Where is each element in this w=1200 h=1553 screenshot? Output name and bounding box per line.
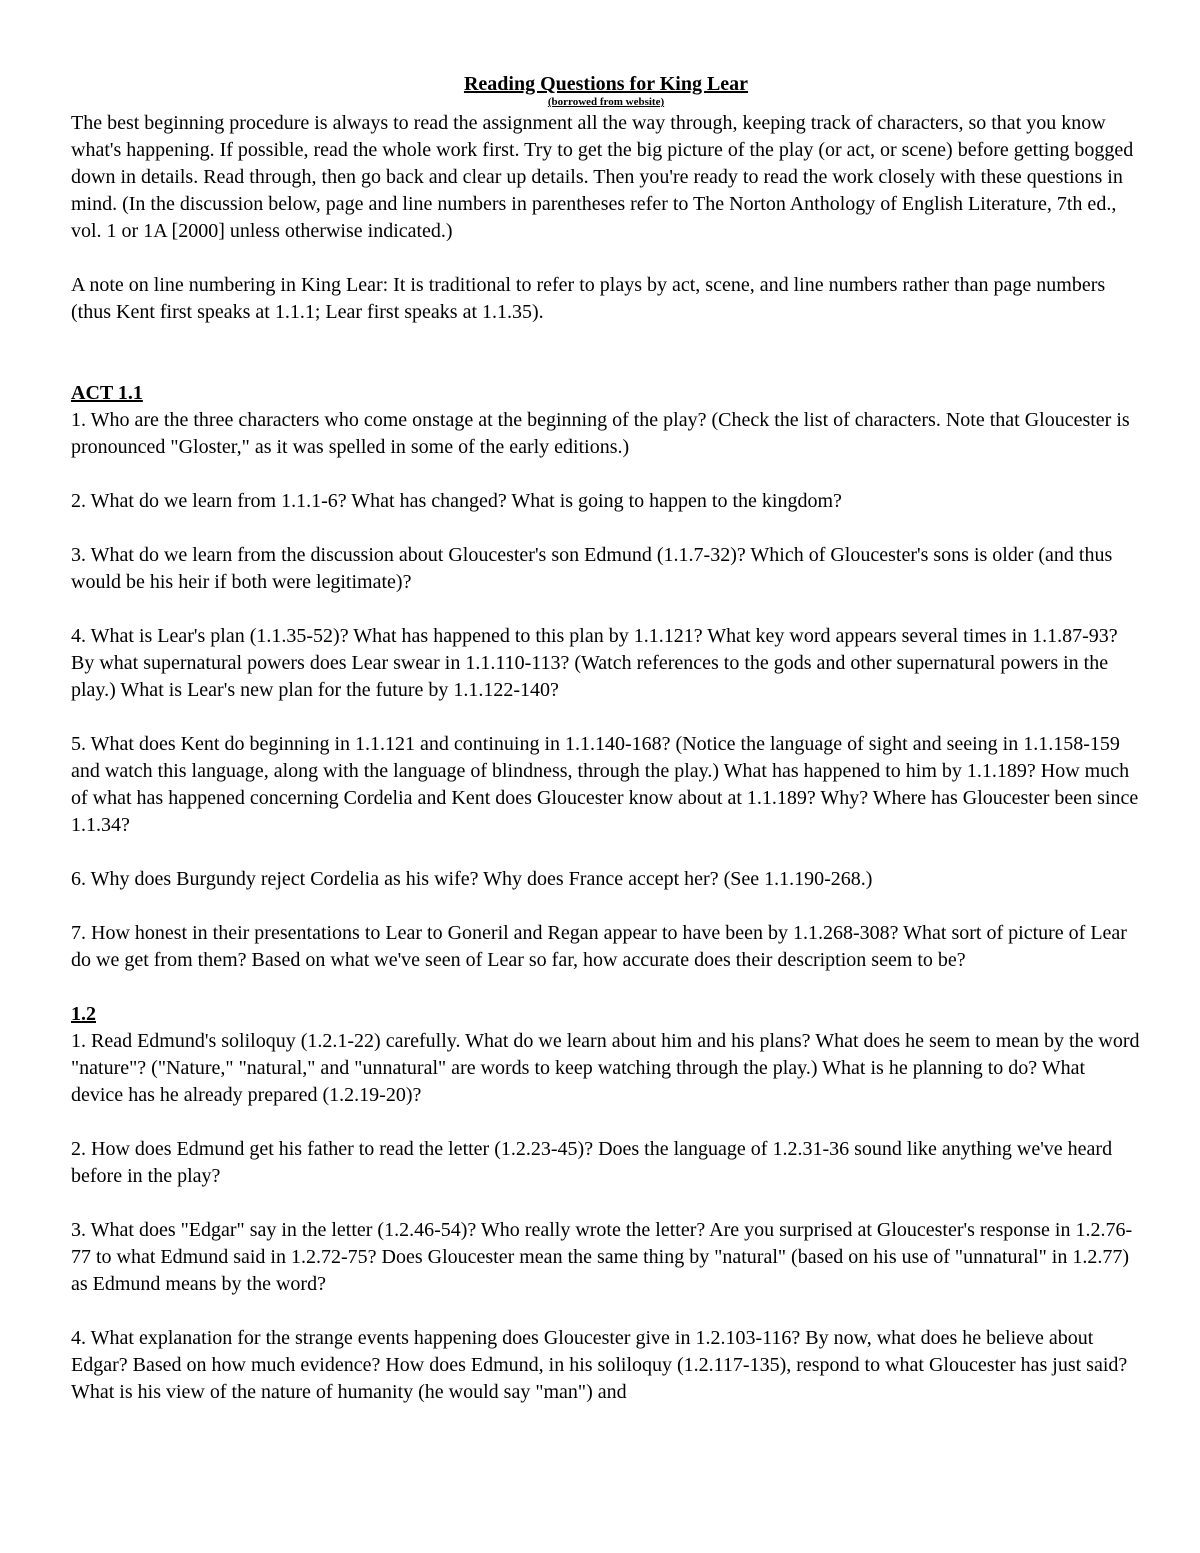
document-title: Reading Questions for King Lear [463, 73, 749, 95]
question-item: 2. How does Edmund get his father to read the letter (1.2.23-45)? Does the language of 1.2.31-36 sound like anything we've heard before in the play? [71, 1138, 1113, 1187]
line-numbering-note: A note on line numbering in King Lear: It is traditional to refer to plays by act, scene, and line numbers rather than page numbers (thus Kent first speaks at 1.1.1; Lear first speaks at 1.1.35). [71, 274, 1106, 323]
question-item: 6. Why does Burgundy reject Cordelia as his wife? Why does France accept her? (See 1.1.190-268.) [71, 868, 873, 890]
question-item: 1. Who are the three characters who come onstage at the beginning of the play? (Check the list of characters. Note that Gloucester is pronounced "Gloster," as it was spelled in some of the early editions.) [71, 409, 1130, 458]
question-item: 3. What do we learn from the discussion about Gloucester's son Edmund (1.1.7-32)? Which of Gloucester's sons is older (and thus would be his heir if both were legitimate)? [71, 544, 1113, 593]
question-item: 4. What is Lear's plan (1.1.35-52)? What has happened to this plan by 1.1.121? What key word appears several times in 1.1.87-93? By what supernatural powers does Lear swear in 1.1.110-113? (Watch references to the gods and other supernatural powers in the play.) What is Lear's new plan for the future by 1.1.122-140? [71, 625, 1118, 701]
section-heading: 1.2 [71, 1003, 96, 1025]
section-heading: ACT 1.1 [71, 382, 143, 404]
question-item: 4. What explanation for the strange events happening does Gloucester give in 1.2.103-116? By now, what does he believe about Edgar? Based on how much evidence? How does Edmund, in his soliloquy (1.2.117-135), respond to what Gloucester has just said? What is his view of the nature of humanity (he would say "man") and [71, 1327, 1128, 1403]
question-item: 3. What does "Edgar" say in the letter (1.2.46-54)? Who really wrote the letter? Are you surprised at Gloucester's response in 1.2.76-77 to what Edmund said in 1.2.72-75? Does Gloucester mean the same thing by "natural" (based on his use of "unnatural" in 1.2.77) as Edmund means by the word? [71, 1219, 1133, 1295]
question-item: 5. What does Kent do beginning in 1.1.121 and continuing in 1.1.140-168? (Notice the language of sight and seeing in 1.1.158-159 and watch this language, along with the language of blindness, through the play.) What has happened to him by 1.1.189? How much of what has happened concerning Cordelia and Kent does Gloucester know about at 1.1.189? Why? Where has Gloucester been since 1.1.34? [71, 733, 1139, 836]
document-subtitle: (borrowed from website) [547, 96, 665, 108]
question-item: 2. What do we learn from 1.1.1-6? What has changed? What is going to happen to the kingdom? [71, 490, 842, 512]
section-1-2 [71, 1001, 1141, 1406]
intro-paragraph: The best beginning procedure is always to read the assignment all the way through, keeping track of characters, so that you know what's happening. If possible, read the whole work first. Try to get the big picture of the play (or act, or scene) before getting bogged down in details. Read through, then go back and clear up details. Then you're ready to read the work closely with these questions in mind. (In the discussion below, page and line numbers in parentheses refer to The Norton Anthology of English Literature, 7th ed., vol. 1 or 1A [2000] unless otherwise indicated.) [71, 112, 1134, 242]
question-item: 1. Read Edmund's soliloquy (1.2.1-22) carefully. What do we learn about him and his plans? What does he seem to mean by the word "nature"? ("Nature," "natural," and "unnatural" are words to keep watching through the play.) What is he planning to do? What device has he already prepared (1.2.19-20)? [71, 1030, 1140, 1106]
section-act-1-1 [71, 380, 1141, 974]
question-item: 7. How honest in their presentations to Lear to Goneril and Regan appear to have been by 1.1.268-308? What sort of picture of Lear do we get from them? Based on what we've seen of Lear so far, how accurate does their description seem to be? [71, 922, 1127, 971]
document-page [71, 72, 1141, 1406]
